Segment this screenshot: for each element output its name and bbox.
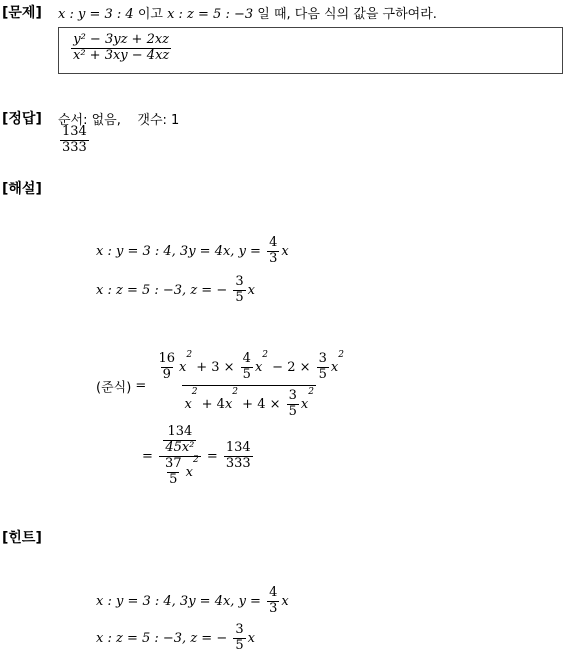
solution-line-1 bbox=[96, 236, 289, 267]
step-2-result bbox=[224, 441, 253, 472]
solution-line-1-text: x : y = 3 : 4, 3y = 4x, y = bbox=[96, 243, 261, 259]
frac-den: 45x² bbox=[165, 439, 195, 455]
problem-tag: [문제] bbox=[2, 5, 42, 21]
var-x: x bbox=[281, 593, 289, 609]
frac-num: 4 bbox=[242, 351, 251, 366]
step-2-denominator: $\frac{37}{5}$ $x^2$ bbox=[159, 456, 201, 488]
answer-denominator: 333 bbox=[62, 139, 87, 155]
frac-den: 3 bbox=[269, 250, 278, 266]
problem-statement bbox=[58, 3, 437, 22]
answer-meta: 순서: 없음, 갯수: 1 bbox=[58, 113, 180, 128]
frac-den: 9 bbox=[162, 366, 171, 382]
frac-den: 5 bbox=[169, 471, 178, 487]
frac-num: 134 bbox=[225, 439, 251, 455]
frac-3-5 bbox=[233, 275, 245, 306]
frac-den: 3 bbox=[269, 600, 278, 616]
solution-tag: [해설] bbox=[2, 181, 42, 197]
var-x: x bbox=[247, 630, 255, 646]
expression-numerator: y² − 3yz + 2xz bbox=[73, 32, 170, 47]
problem-expression bbox=[71, 33, 171, 64]
var-x: x bbox=[247, 282, 255, 298]
solution-line-2-text: x : z = 5 : −3, z = − bbox=[96, 282, 228, 298]
frac-den: 5 bbox=[235, 289, 244, 305]
answer-tag: [정답] bbox=[2, 111, 42, 127]
answer-value bbox=[60, 125, 89, 156]
hint-line-1-text: x : y = 3 : 4, 3y = 4x, y = bbox=[96, 593, 261, 609]
frac-den: 5 bbox=[235, 637, 244, 653]
step-2-complex-fraction bbox=[159, 425, 201, 488]
frac-4-3 bbox=[267, 586, 279, 617]
problem-ratio-2: x : z = 5 : −3 bbox=[167, 7, 254, 22]
frac-num: 3 bbox=[235, 274, 244, 289]
expression-box bbox=[58, 27, 563, 74]
frac-den: 5 bbox=[318, 366, 327, 382]
step-1-numerator: $\frac{16}{9}$ $x^2 + 3$ × $\frac{4}{5}$ $x^2 - 2$ × $\frac{3}{5}$ $x^2$ bbox=[158, 350, 344, 382]
hint-line-1 bbox=[96, 586, 289, 617]
frac-num: 3 bbox=[288, 387, 297, 403]
frac-den: 333 bbox=[225, 455, 251, 471]
frac-den: 5 bbox=[288, 403, 297, 419]
problem-suffix: 일 때, 다음 식의 값을 구하여라. bbox=[257, 7, 437, 22]
problem-connector: 이고 bbox=[137, 7, 163, 22]
frac-den: 5 bbox=[242, 366, 251, 382]
frac-num: 16 bbox=[158, 351, 175, 366]
solution-step-1: (준식) = $\frac{16}{9}$ $x^2 + 3$ × $\frac{4}{5}$ $x^2 - 2$ × $\frac{3}{5}$ $x^2$ $x^2 + 4x^2 + 4$ × $\frac{3}{5}$ $x^2$ bbox=[96, 350, 344, 419]
solution-lhs: (준식) bbox=[96, 380, 132, 396]
step-1-denominator: $x^2 + 4x^2 + 4$ × $\frac{3}{5}$ $x^2$ bbox=[184, 386, 314, 419]
hint-line-2-text: x : z = 5 : −3, z = − bbox=[96, 630, 228, 646]
frac-4-3 bbox=[267, 236, 279, 267]
problem-ratio-1: x : y = 3 : 4 bbox=[58, 7, 134, 22]
frac-num: 4 bbox=[269, 585, 278, 600]
frac-3-5 bbox=[233, 623, 245, 654]
frac-num: 37 bbox=[165, 455, 182, 471]
var-x: x bbox=[281, 243, 289, 259]
solution-step-2: = $\frac{134}{\text{45x²}}$ $\frac{37}{5}$ $x^2$ = $\frac{134}{333}$ bbox=[142, 424, 251, 487]
frac-num: 134 bbox=[167, 424, 193, 439]
expression-denominator: x² + 3xy − 4xz bbox=[73, 47, 170, 63]
frac-num: 3 bbox=[318, 351, 327, 366]
frac-num: 4 bbox=[269, 235, 278, 250]
step-1-fraction bbox=[152, 352, 346, 420]
frac-num: 3 bbox=[235, 622, 244, 637]
hint-tag: [힌트] bbox=[2, 530, 42, 546]
hint-line-2 bbox=[96, 623, 255, 654]
solution-line-2 bbox=[96, 275, 255, 306]
answer-numerator: 134 bbox=[62, 124, 87, 139]
step-2-numerator bbox=[159, 425, 200, 456]
